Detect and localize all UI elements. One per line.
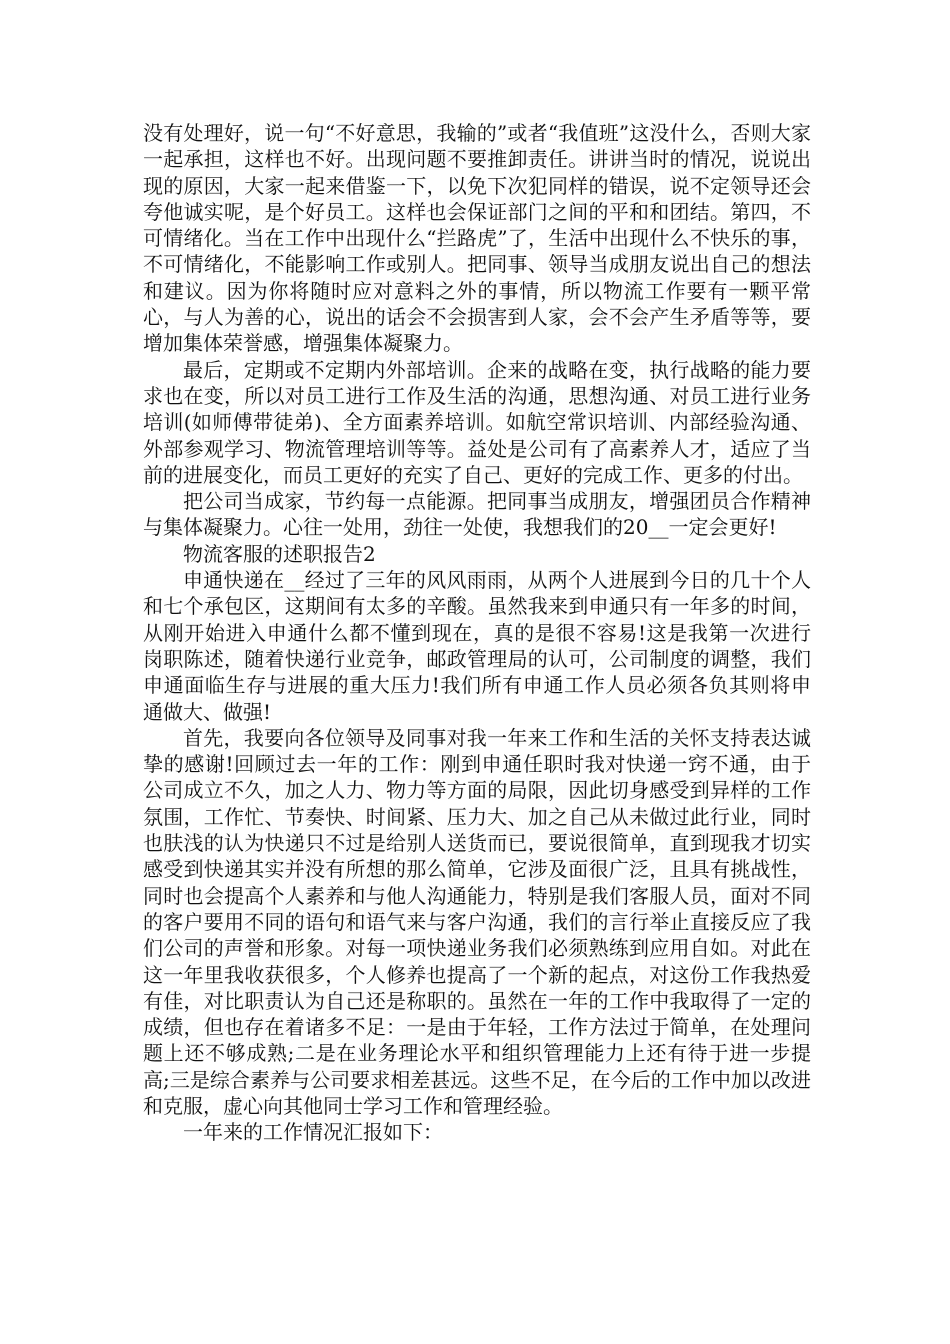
paragraph-training: 最后，定期或不定期内外部培训。企来的战略在变，执行战略的能力要求也在变，所以对员工进行工作及生活的沟通，思想沟通、对员工进行业务培训(如师傅带徒弟)、全方面素养培训。如航空常识培训、内部经验沟通、外部参观学习、物流管理培训等等。益处是公司有了高素养人才，适应了当前的进展变化，而员工更好的充实了自己、更好的完成工作、更多的付出。 [143, 357, 811, 487]
paragraph-closing: 把公司当成家，节约每一点能源。把同事当成朋友，增强团员合作精神与集体凝聚力。心往一处用，劲往一处使，我想我们的20__一定会更好! [143, 489, 811, 540]
section-heading: 物流客服的述职报告2 [183, 541, 376, 566]
paragraph-continued: 没有处理好，说一句“不好意思，我输的”或者“我值班”这没什么，否则大家一起承担，这样也不好。出现问题不要推卸责任。讲讲当时的情况，说说出现的原因，大家一起来借鉴一下，以免下次犯同样的错误，说不定领导还会夸他诚实呢，是个好员工。这样也会保证部门之间的平和和团结。第四，不可情绪化。当在工作中出现什么“拦路虎”了，生活中出现什么不快乐的事，不可情绪化，不能影响工作或别人。把同事、领导当成朋友说出自己的想法和建议。因为你将随时应对意料之外的事情，所以物流工作要有一颗平常心，与人为善的心，说出的话会不会损害到人家，会不会产生矛盾等等，要增加集体荣誉感，增强集体凝聚力。 [143, 121, 811, 356]
document-page [143, 120, 811, 1146]
paragraph-intro: 申通快递在__经过了三年的风风雨雨，从两个人进展到今日的几十个人和七个承包区，这期间有太多的辛酸。虽然我来到申通只有一年多的时间，从刚开始进入申通什么都不懂到现在，真的是很不容易!这是我第一次进行岗职陈述，随着快递行业竞争，邮政管理局的认可，公司制度的调整，我们申通面临生存与进展的重大压力!我们所有申通工作人员必须各负其则将申通做大、做强! [143, 568, 811, 724]
paragraph-report-lead: 一年来的工作情况汇报如下： [183, 1120, 443, 1145]
paragraph-review: 首先，我要向各位领导及同事对我一年来工作和生活的关怀支持表达诚挚的感谢!回顾过去一年的工作：刚到申通任职时我对快递一窍不通，由于公司成立不久，加之人力、物力等方面的局限，因此切身感受到异样的工作氛围，工作忙、节奏快、时间紧、压力大、加之自己从未做过此行业，同时也肤浅的认为快递只不过是给别人送货而已，要说很简单，直到现我才切实感受到快递其实并没有所想的那么简单，它涉及面很广泛，且具有挑战性，同时也会提高个人素养和与他人沟通能力，特别是我们客服人员，面对不同的客户要用不同的语句和语气来与客户沟通，我们的言行举止直接反应了我们公司的声誉和形象。对每一项快递业务我们必须熟练到应用自如。对此在这一年里我收获很多，个人修养也提高了一个新的起点，对这份工作我热爱有佳，对比职责认为自己还是称职的。虽然在一年的工作中我取得了一定的成绩，但也存在着诸多不足：一是由于年轻，工作方法过于简单，在处理问题上还不够成熟;二是在业务理论水平和组织管理能力上还有待于进一步提高;三是综合素养与公司要求相差甚远。这些不足，在今后的工作中加以改进和克服，虚心向其他同士学习工作和管理经验。 [143, 725, 811, 1118]
